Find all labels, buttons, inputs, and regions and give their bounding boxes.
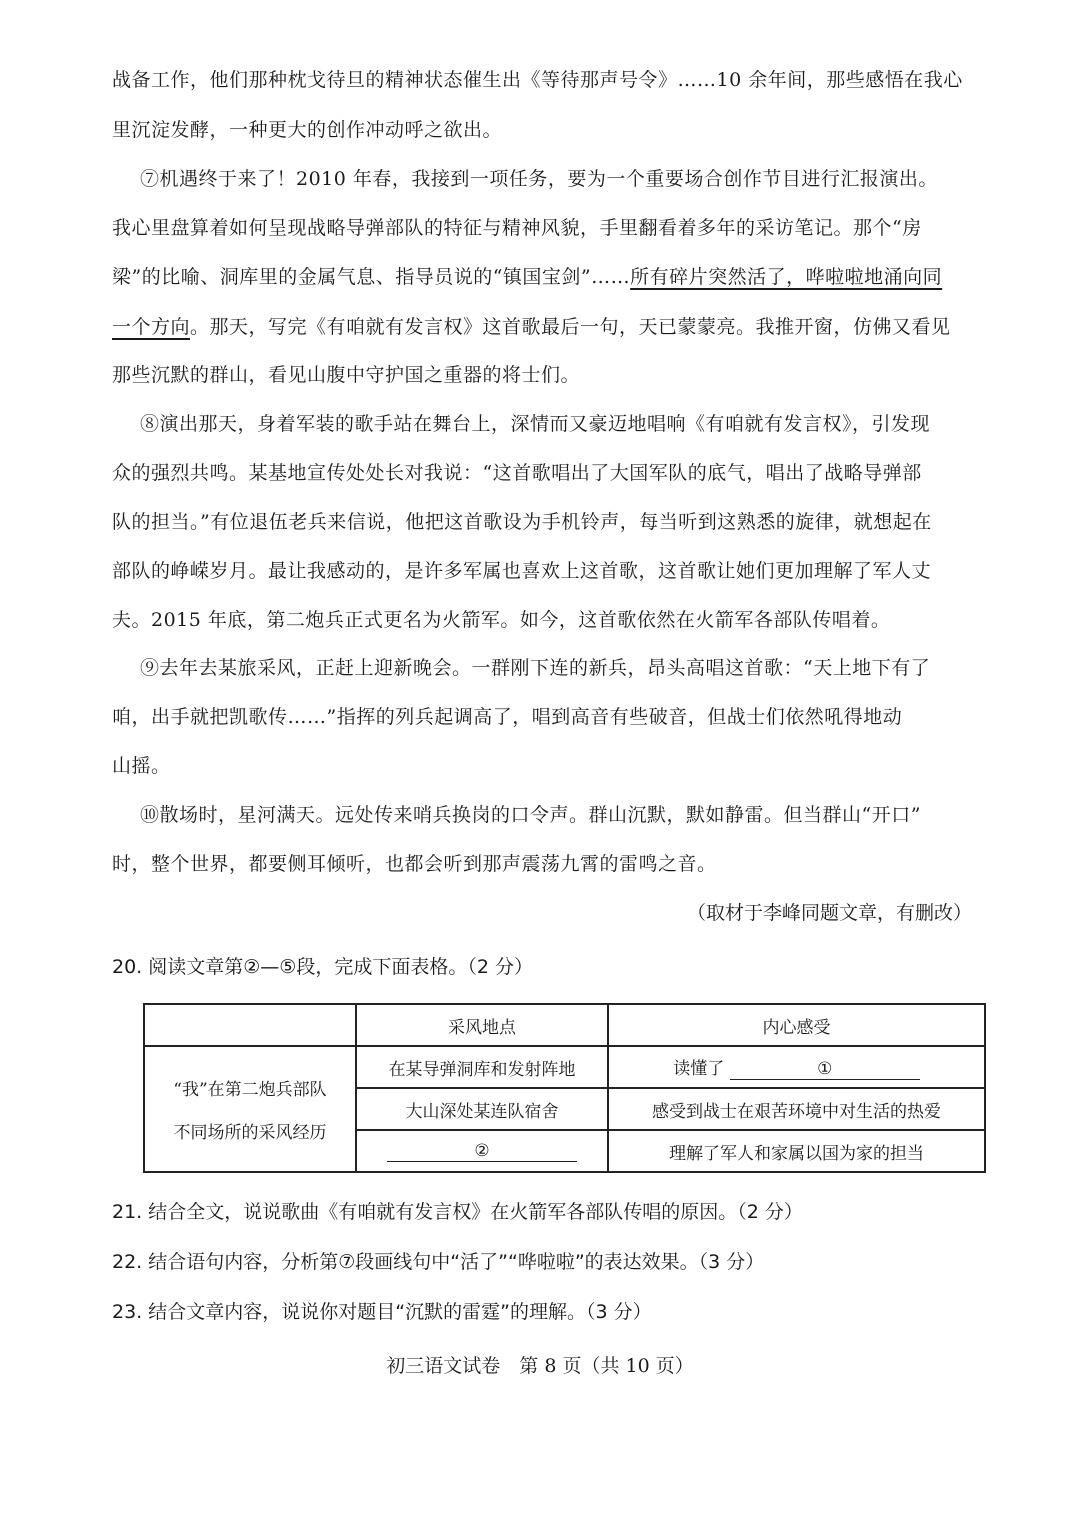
answer-table	[143, 1003, 986, 1173]
passage-line: ⑧演出那天，身着军装的歌手站在舞台上，深情而又豪迈地唱响《有咱就有发言权》，引发现	[140, 413, 931, 435]
passage-line: 时，整个世界，都要侧耳倾听，也都会听到那声震荡九霄的雷鸣之音。	[112, 853, 717, 875]
passage-line: 夫。2015 年底，第二炮兵正式更名为火箭军。如今，这首歌依然在火箭军各部队传唱着。	[112, 609, 891, 631]
passage-line: 咱，出手就把凯歌传……”指挥的列兵起调高了，唱到高音有些破音，但战士们依然吼得地动	[112, 706, 903, 728]
passage-line: 我心里盘算着如何呈现战略导弹部队的特征与精神风貌，手里翻看着多年的采访笔记。那个“房	[112, 217, 922, 239]
table-cell-feeling: 感受到战士在艰苦环境中对生活的热爱	[608, 1088, 985, 1130]
passage-line: 山摇。	[112, 755, 171, 777]
passage-line: 部队的峥嵘岁月。最让我感动的，是许多军属也喜欢上这首歌，这首歌让她们更加理解了军人丈	[112, 560, 932, 582]
page-footer: 初三语文试卷 第 8 页（共 10 页）	[386, 1355, 694, 1377]
table-cell-feeling: 理解了军人和家属以国为家的担当	[608, 1130, 985, 1172]
answer-blank-1[interactable]: ①	[730, 1059, 920, 1080]
question-23: 23. 结合文章内容，说说你对题目“沉默的雷霆”的理解。（3 分）	[112, 1301, 652, 1323]
answer-blank-2[interactable]: ②	[387, 1141, 577, 1162]
table-row-label: “我”在第二炮兵部队 不同场所的采风经历	[144, 1046, 356, 1172]
passage-line: ⑩散场时，星河满天。远处传来哨兵换岗的口令声。群山沉默，默如静雷。但当群山“开口”	[140, 804, 921, 826]
passage-line: ⑨去年去某旅采风，正赶上迎新晚会。一群刚下连的新兵，昂头高唱这首歌：“天上地下有了	[140, 657, 931, 679]
table-header-feeling: 内心感受	[608, 1004, 985, 1046]
passage-line: 那些沉默的群山，看见山腹中守护国之重器的将士们。	[112, 364, 581, 386]
table-cell-place	[356, 1130, 608, 1172]
table-cell-feeling: 读懂了 ①	[608, 1046, 985, 1088]
passage-line: 战备工作，他们那种枕戈待旦的精神状态催生出《等待那声号令》……10 余年间，那些感悟在我心	[112, 69, 963, 91]
source-note: （取材于李峰同题文章，有删改）	[686, 902, 972, 924]
passage-text: 梁”的比喻、洞库里的金属气息、指导员说的“镇国宝剑”……	[112, 266, 631, 288]
passage-text: 。那天，写完《有咱就有发言权》这首歌最后一句，天已蒙蒙亮。我推开窗，仿佛又看见	[190, 316, 951, 338]
question-20: 20. 阅读文章第②—⑤段，完成下面表格。（2 分）	[112, 956, 533, 978]
question-21: 21. 结合全文，说说歌曲《有咱就有发言权》在火箭军各部队传唱的原因。（2 分）	[112, 1201, 803, 1223]
underlined-sentence: 一个方向	[112, 316, 191, 338]
passage-line	[112, 265, 978, 289]
table-corner-cell	[144, 1004, 356, 1046]
passage-line: ⑦机遇终于来了！2010 年春，我接到一项任务，要为一个重要场合创作节目进行汇报演出。	[140, 168, 938, 190]
table-header-place: 采风地点	[356, 1004, 608, 1046]
table-cell-place: 大山深处某连队宿舍	[356, 1088, 608, 1130]
passage-line	[112, 315, 978, 339]
passage-line: 队的担当。”有位退伍老兵来信说，他把这首歌设为手机铃声，每当听到这熟悉的旋律，就想起在	[112, 511, 932, 533]
underlined-sentence: 所有碎片突然活了，哗啦啦地涌向同	[630, 266, 943, 288]
question-22: 22. 结合语句内容，分析第⑦段画线句中“活了”“哗啦啦”的表达效果。（3 分）	[112, 1251, 765, 1273]
passage-line: 众的强烈共鸣。某基地宣传处处长对我说：“这首歌唱出了大国军队的底气，唱出了战略导弹部	[112, 462, 922, 484]
table-cell-place: 在某导弹洞库和发射阵地	[356, 1046, 608, 1088]
passage-line: 里沉淀发酵，一种更大的创作冲动呼之欲出。	[112, 119, 503, 141]
